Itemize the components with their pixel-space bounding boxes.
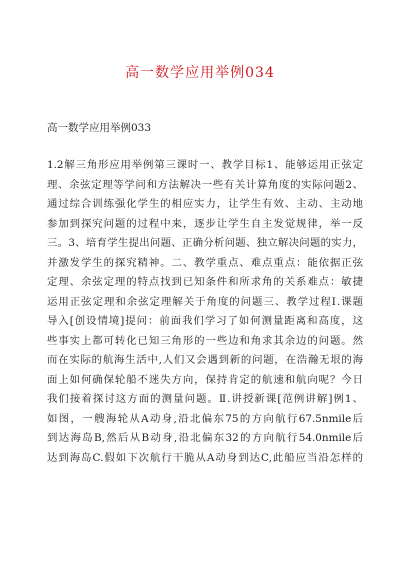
body-line: 而在实际的航海生活中,人们又会遇到新的问题，在浩瀚无垠的海 xyxy=(47,354,363,366)
body-line: 并激发学生的探究精神。二、教学重点、难点重点：能依据正弦 xyxy=(47,256,363,269)
body-line: 些事实上都可转化已知三角形的一些边和角求其余边的问题。然 xyxy=(47,334,363,347)
body-line: 我们接着探讨这方面的测量问题。Ⅱ.讲授新课[范例讲解]例1、 xyxy=(47,393,363,405)
document-title: 高一数学应用举例034 xyxy=(125,65,275,81)
body-line: 通过综合训练强化学生的相应实力，让学生有效、主动、主动地 xyxy=(47,198,363,210)
body-line: 导入[创设情境]提问：前面我们学习了如何测量距离和高度，这 xyxy=(47,315,363,327)
document-body xyxy=(47,156,363,468)
body-line: 定理、余弦定理的特点找到已知条件和所求角的关系难点：敏捷 xyxy=(47,276,363,288)
body-line: 参加到探究问题的过程中来，逐步让学生自主发觉规律，举一反 xyxy=(47,217,363,230)
body-line: 达到海岛C.假如下次航行干脆从A动身到达C,此船应当沿怎样的 xyxy=(47,451,363,464)
body-line: 面上如何确保轮船不迷失方向，保持肯定的航速和航向呢？今日 xyxy=(47,373,363,386)
body-line: 如图，一艘海轮从A动身,沿北偏东75的方向航行67.5nmile后 xyxy=(47,412,363,425)
document-subtitle: 高一数学应用举例033 xyxy=(47,122,152,134)
body-line: 1.2解三角形应用举例第三课时一、教学目标1、能够运用正弦定 xyxy=(47,159,363,171)
body-line: 三。3、培育学生提出问题、正确分析问题、独立解决问题的实力， xyxy=(47,237,363,249)
body-line: 到达海岛B,然后从B动身,沿北偏东32的方向航行54.0nmile后 xyxy=(47,432,363,444)
body-line: 理、余弦定理等学问和方法解决一些有关计算角度的实际问题2、 xyxy=(47,178,363,191)
body-line: 运用正弦定理和余弦定理解关于角度的问题三、教学过程Ⅰ.课题 xyxy=(47,295,363,308)
